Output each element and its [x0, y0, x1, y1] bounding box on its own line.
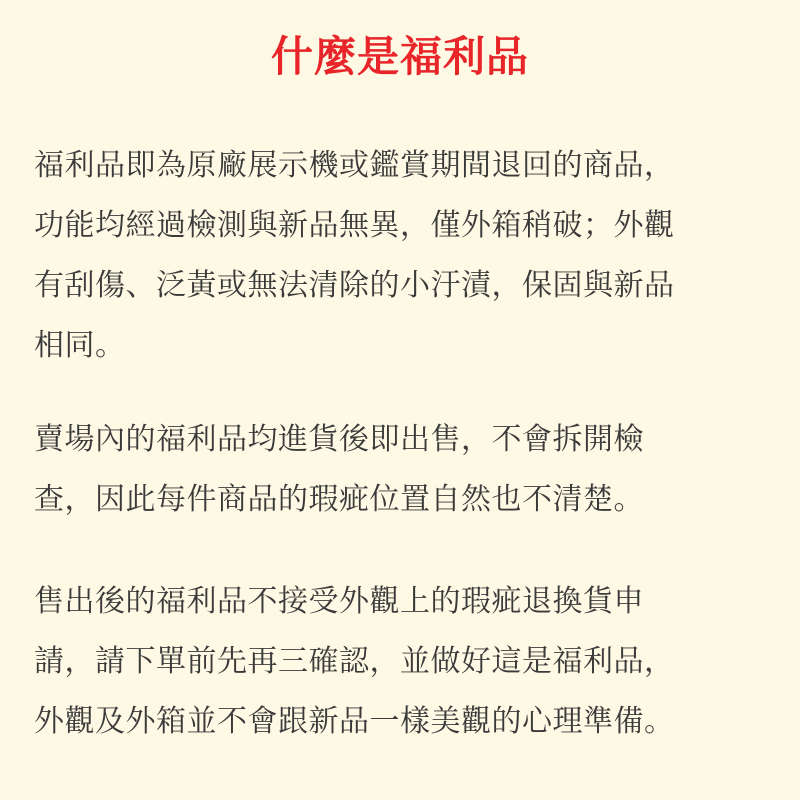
paragraph-line: 有刮傷、泛黃或無法清除的小汙漬，保固與新品 — [34, 268, 675, 303]
paragraph-line: 查，因此每件商品的瑕疵位置自然也不清楚。 — [34, 482, 644, 517]
paragraph-definition — [34, 136, 675, 376]
paragraph-line: 外觀及外箱並不會跟新品一樣美觀的心理準備。 — [34, 704, 675, 739]
paragraph-line: 功能均經過檢測與新品無異，僅外箱稍破；外觀 — [34, 208, 675, 243]
paragraph-line: 賣場內的福利品均進貨後即出售，不會拆開檢 — [34, 422, 644, 457]
paragraph-line: 請，請下單前先再三確認，並做好這是福利品， — [34, 644, 675, 679]
paragraph-line: 售出後的福利品不接受外觀上的瑕疵退換貨申 — [34, 584, 644, 619]
page-title: 什麼是福利品 — [270, 32, 529, 81]
paragraph-inspection — [34, 410, 644, 530]
paragraph-line: 相同。 — [34, 328, 126, 363]
paragraph-return-policy — [34, 572, 675, 752]
paragraph-line: 福利品即為原廠展示機或鑑賞期間退回的商品， — [34, 148, 675, 183]
